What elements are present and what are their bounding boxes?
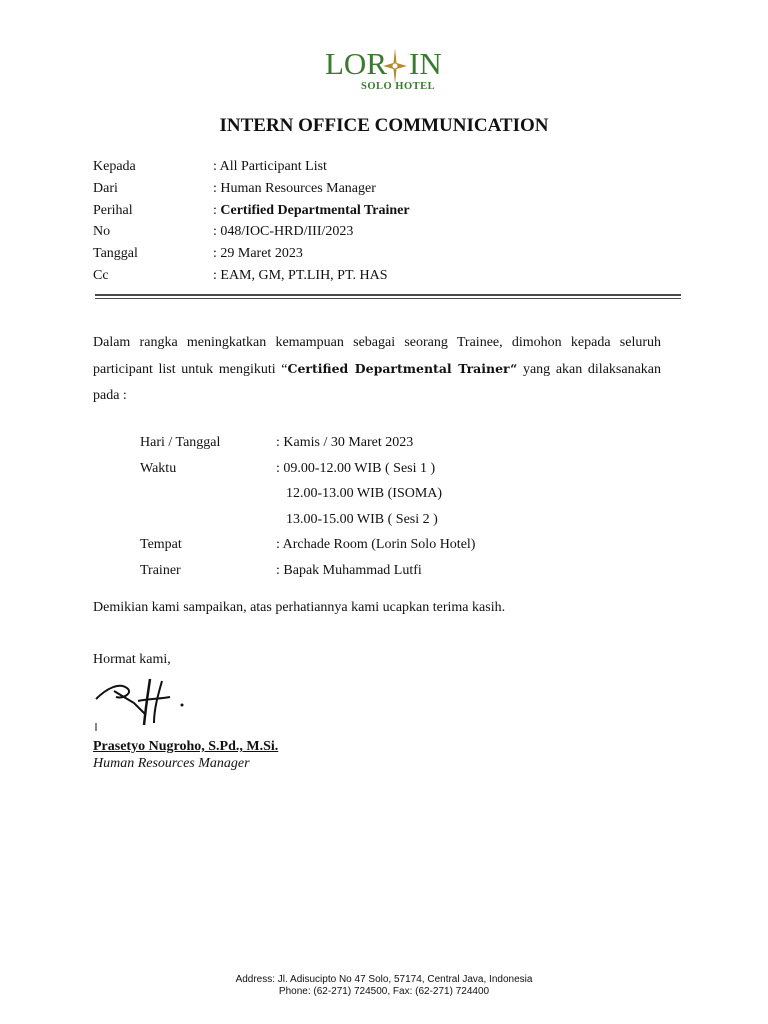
header-label: No <box>93 224 111 240</box>
header-row-kepada <box>93 156 673 178</box>
detail-row-time-2 <box>140 481 660 507</box>
header-value: : All Participant List <box>213 159 327 174</box>
detail-row-time <box>140 456 660 482</box>
header-row-perihal <box>93 200 673 222</box>
event-details <box>140 430 660 583</box>
signatory-name: Prasetyo Nugroho, S.Pd., M.Si. <box>93 739 279 754</box>
detail-row-trainer <box>140 558 660 584</box>
footer-address: Address: Jl. Adisucipto No 47 Solo, 57174, Central Java, Indonesia <box>235 974 533 985</box>
closing-sentence: Demikian kami sampaikan, atas perhatiannya kami ucapkan terima kasih. <box>93 600 506 615</box>
detail-label: Tempat <box>140 537 182 552</box>
footer-phone: Phone: (62-271) 724500, Fax: (62-271) 724400 <box>278 986 490 997</box>
memo-header <box>93 156 673 287</box>
event-name-emphasis: Certified Departmental Trainer“ <box>287 361 518 376</box>
logo-brand: LOR IN <box>325 46 442 81</box>
regards-line: Hormat kami, <box>93 652 171 667</box>
header-value: : EAM, GM, PT.LIH, PT. HAS <box>213 267 388 283</box>
header-label: Kepada <box>93 159 136 174</box>
header-value: : 29 Maret 2023 <box>213 246 303 262</box>
logo-subtitle: SOLO HOTEL <box>361 81 436 92</box>
detail-label: Trainer <box>140 562 181 578</box>
header-value: : 048/IOC-HRD/III/2023 <box>213 224 354 240</box>
detail-label: Hari / Tanggal <box>140 435 221 450</box>
hotel-logo <box>325 46 442 96</box>
header-divider-thick <box>95 294 681 296</box>
header-row-tanggal <box>93 243 673 265</box>
header-label: Perihal <box>93 202 133 218</box>
detail-value: : 09.00-12.00 WIB ( Sesi 1 ) <box>276 460 436 476</box>
detail-row-date <box>140 430 660 456</box>
header-value: : Certified Departmental Trainer <box>213 202 410 218</box>
header-label: Tanggal <box>93 246 138 262</box>
header-label: Dari <box>93 180 118 196</box>
header-row-dari <box>93 178 673 200</box>
detail-value: : Kamis / 30 Maret 2023 <box>276 435 414 450</box>
header-divider-thin <box>95 298 681 299</box>
header-value: : Human Resources Manager <box>213 180 376 196</box>
detail-value: 13.00-15.00 WIB ( Sesi 2 ) <box>286 511 438 527</box>
body-paragraph: Dalam rangka meningkatkan kemampuan sebagai seorang Trainee, dimohon kepada seluruh participant list untuk mengikuti “Certified Departmental Trainer“ yang akan dilaksanakan pada : <box>93 335 661 403</box>
detail-label: Waktu <box>140 460 177 476</box>
document-title: INTERN OFFICE COMMUNICATION <box>219 115 549 136</box>
signatory-title: Human Resources Manager <box>93 756 250 771</box>
detail-value: : Archade Room (Lorin Solo Hotel) <box>276 537 476 552</box>
header-label: Cc <box>93 267 109 283</box>
detail-row-place <box>140 532 660 558</box>
detail-value: : Bapak Muhammad Lutfi <box>276 562 422 578</box>
signature-image <box>94 675 194 735</box>
header-row-cc <box>93 265 673 287</box>
detail-value: 12.00-13.00 WIB (ISOMA) <box>286 486 443 501</box>
header-row-no <box>93 221 673 243</box>
detail-row-time-3 <box>140 507 660 533</box>
footer <box>0 974 768 998</box>
logo-compass-star-icon <box>383 48 407 84</box>
subject-text: Certified Departmental Trainer <box>220 202 410 218</box>
